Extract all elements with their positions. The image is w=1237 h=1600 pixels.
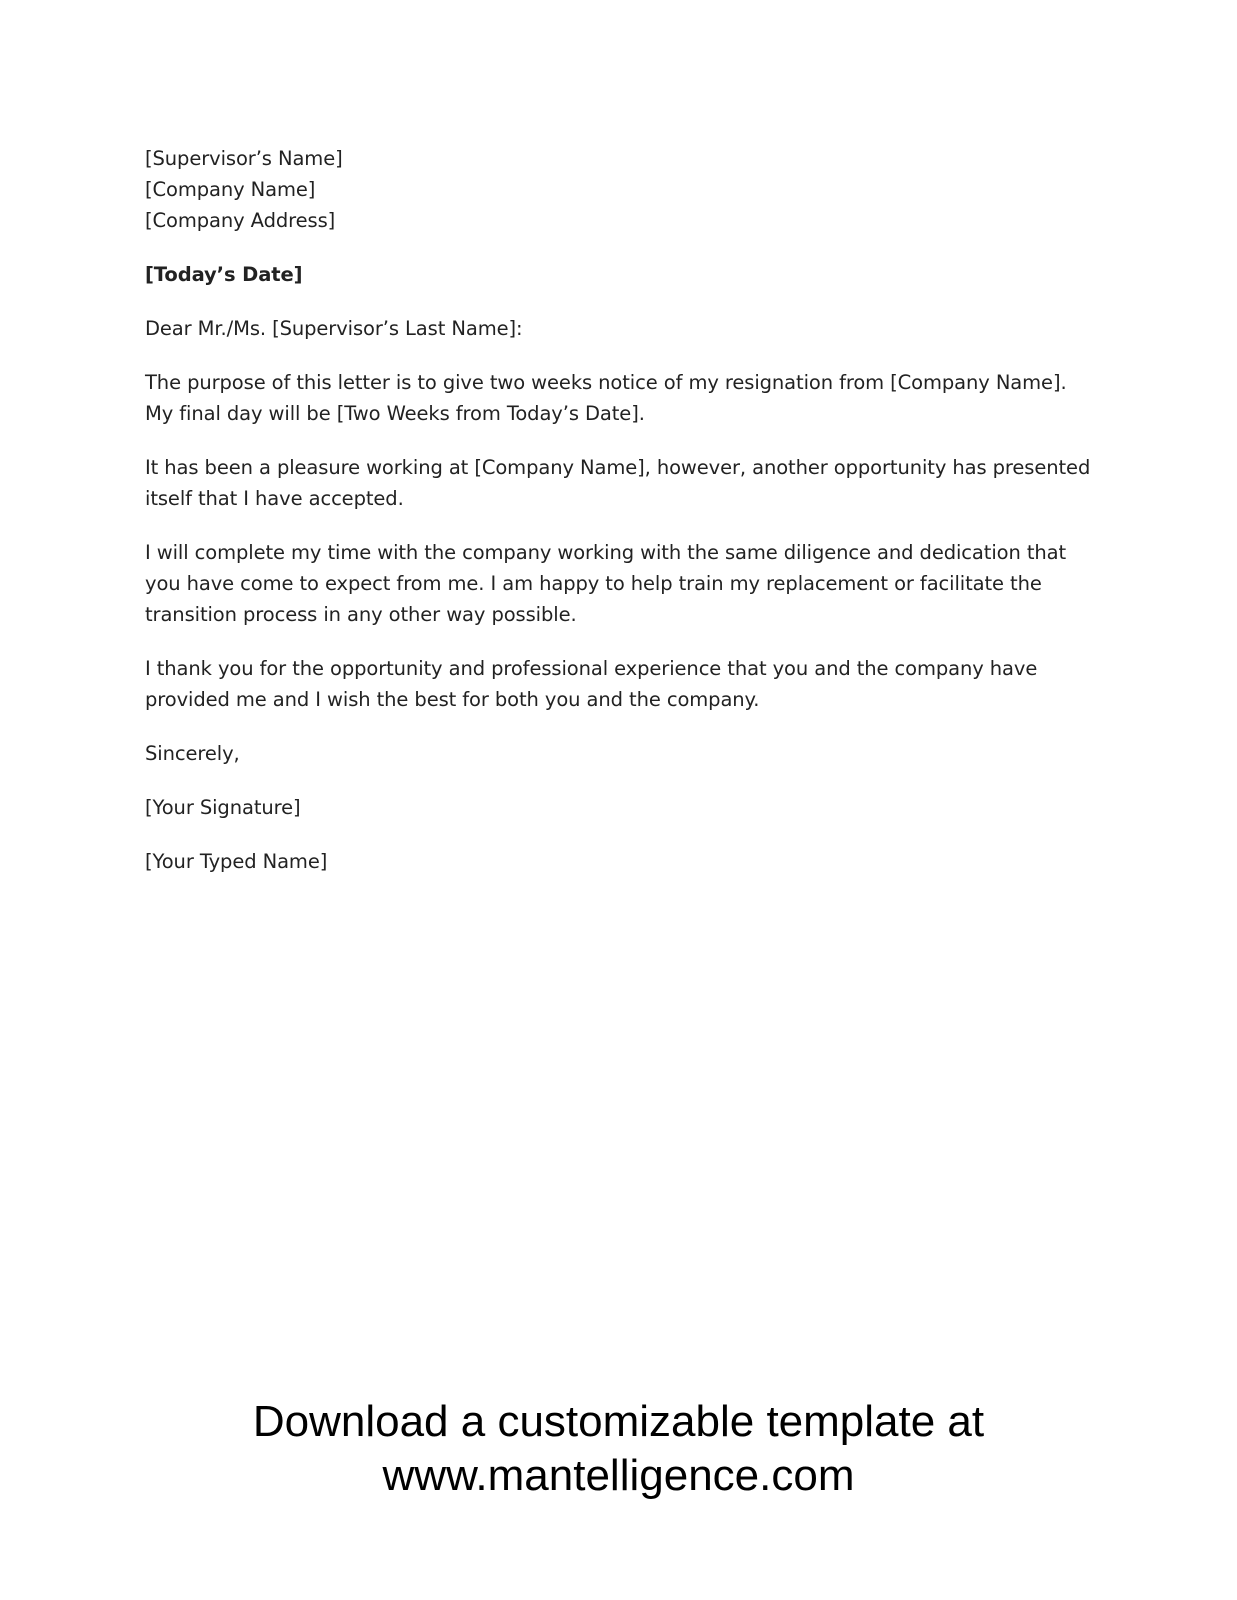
paragraph-notice: The purpose of this letter is to give two weeks notice of my resignation from [Company Name]. My final day will be [Two Weeks from Today’s Date].: [145, 371, 1067, 425]
company-name: [Company Name]: [145, 178, 316, 201]
company-address: [Company Address]: [145, 209, 336, 232]
paragraph-reason: It has been a pleasure working at [Company Name], however, another opportunity has presented itself that I have accepted.: [145, 456, 1091, 510]
salutation: Dear Mr./Ms. [Supervisor’s Last Name]:: [145, 317, 523, 340]
download-promo: [0, 1395, 1237, 1503]
closing: Sincerely,: [145, 742, 240, 765]
supervisor-name: [Supervisor’s Name]: [145, 147, 343, 170]
recipient-address-block: [145, 143, 1095, 236]
promo-url: www.mantelligence.com: [382, 1451, 855, 1500]
signature-placeholder: [Your Signature]: [145, 796, 301, 819]
promo-line-1: Download a customizable template at: [252, 1397, 985, 1446]
paragraph-transition: I will complete my time with the company working with the same diligence and dedication that you have come to expect from me. I am happy to help train my replacement or facilitate the transition process in any other way possible.: [145, 541, 1067, 626]
letter-body: [145, 143, 1095, 900]
paragraph-thanks: I thank you for the opportunity and professional experience that you and the company have provided me and I wish the best for both you and the company.: [145, 657, 1038, 711]
typed-name-placeholder: [Your Typed Name]: [145, 850, 328, 873]
letter-date: [Today’s Date]: [145, 263, 303, 286]
